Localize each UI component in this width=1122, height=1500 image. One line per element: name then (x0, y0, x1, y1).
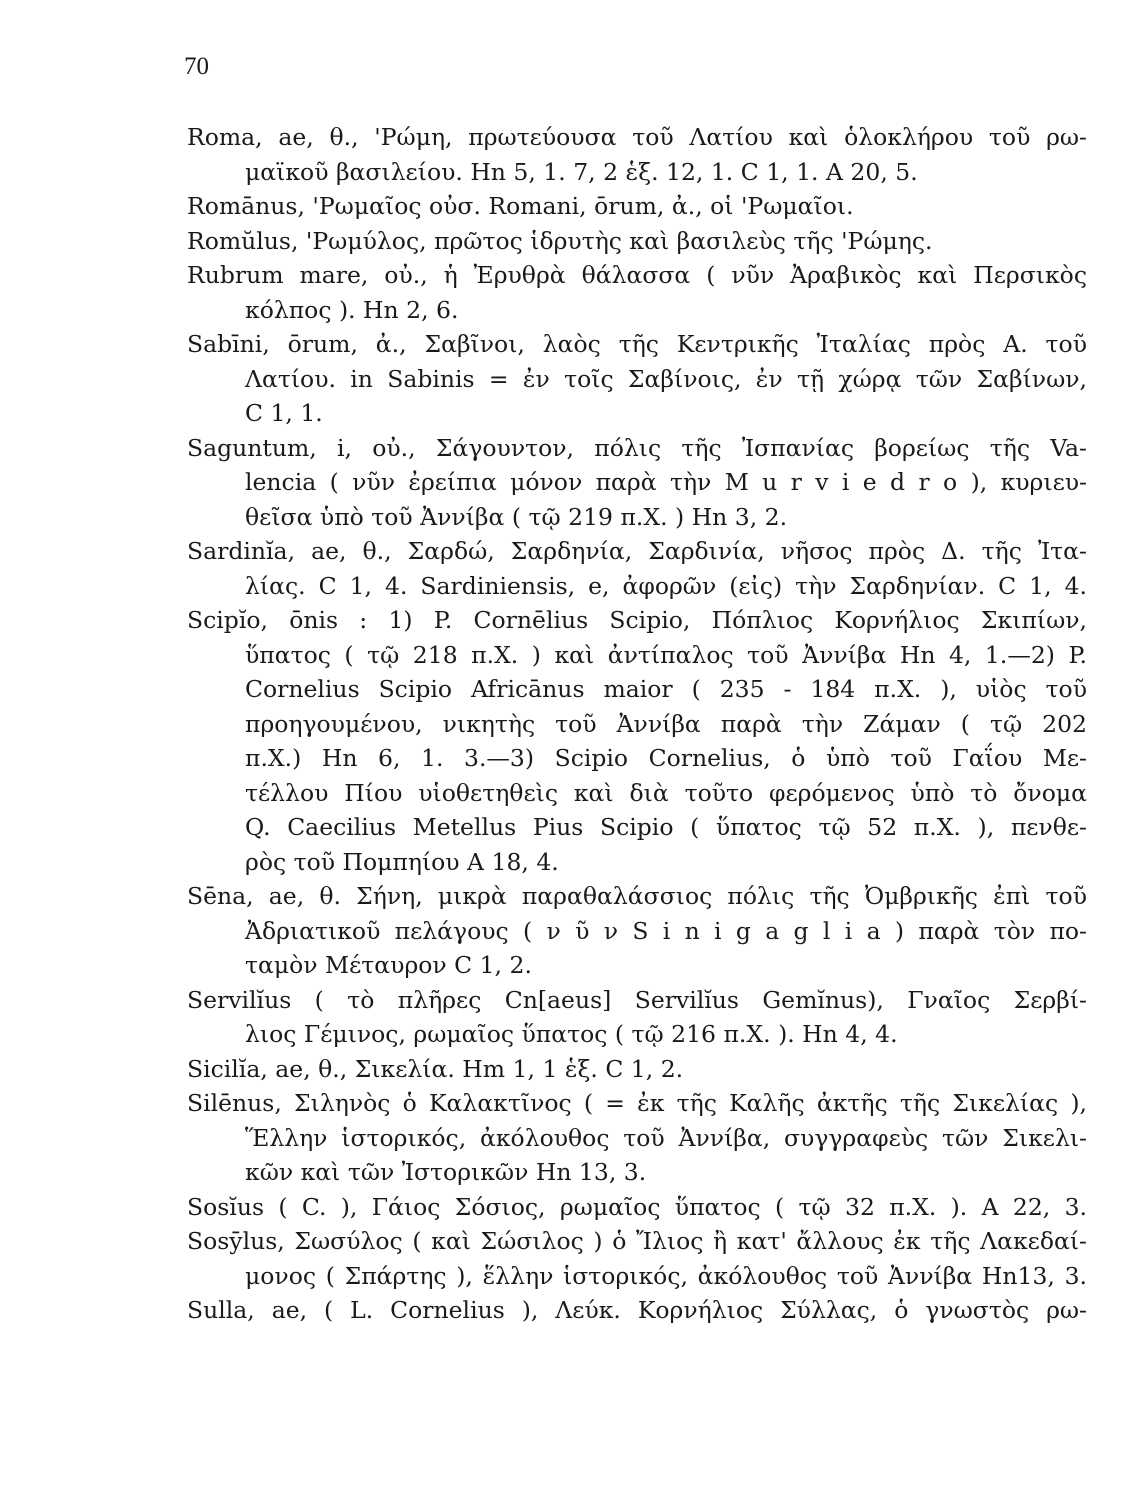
entry-headline: Roma, ae, θ., 'Ρώμη, πρωτεύουσα τοῦ Λατίου καὶ ὁλοκλήρου τοῦ ρω- (187, 123, 1087, 151)
entry-continuation-line: Ἕλλην ἱστορικός, ἀκόλουθος τοῦ Ἀννίβα, συγγραφεὺς τῶν Σικελι- (245, 1123, 1087, 1152)
entry-headline: Servilĭus ( τὸ πλῆρες Cn[aeus] Servilĭus Gemĭnus), Γναῖος Σερβί- (187, 985, 1087, 1014)
glossary-entry (187, 189, 1087, 224)
glossary-entry (187, 603, 1087, 879)
entry-headline: Sicilĭa, ae, θ., Σικελία. Hm 1, 1 ἑξ. C 1, 2. (187, 1054, 684, 1083)
entry-continuation-line: θεῖσα ὑπὸ τοῦ Ἀννίβα ( τῷ 219 π.Χ. ) Hn 3, 2. (245, 502, 788, 531)
entry-headline: Sulla, ae, ( L. Cornelius ), Λεύκ. Κορνήλιος Σύλλας, ὁ γνωστὸς ρω- (187, 1296, 1087, 1324)
entry-headline: Romānus, 'Ρωμαῖος οὐσ. Romani, ōrum, ἀ., οἱ 'Ρωμαῖοι. (187, 192, 854, 220)
glossary-entry (187, 983, 1087, 1052)
glossary-entry (187, 431, 1087, 535)
glossary-entry (187, 327, 1087, 431)
entry-continuation-line: κῶν καὶ τῶν Ἰστορικῶν Hn 13, 3. (245, 1158, 647, 1186)
entry-headline: Rubrum mare, οὐ., ἡ Ἐρυθρὰ θάλασσα ( νῦν Ἀραβικὸς καὶ Περσικὸς (187, 261, 1087, 289)
entry-continuation-line: λιος Γέμινος, ρωμαῖος ὕπατος ( τῷ 216 π.Χ. ). Hn 4, 4. (245, 1020, 898, 1048)
glossary-entry (187, 1190, 1087, 1225)
entry-headline: Sēna, ae, θ. Σήνη, μικρὰ παραθαλάσσιος πόλις τῆς Ὀμβρικῆς ἐπὶ τοῦ (187, 882, 1087, 910)
entry-continuation-line: προηγουμένου, νικητὴς τοῦ Ἀννίβα παρὰ τὴν Ζάμαν ( τῷ 202 (245, 709, 1087, 738)
entry-continuation-line: Λατίου. in Sabinis = ἐν τοῖς Σαβίνοις, ἐν τῇ χώρᾳ τῶν Σαβίνων, (245, 364, 1087, 393)
entry-headline: Romŭlus, 'Ρωμύλος, πρῶτος ἱδρυτὴς καὶ βασιλεὺς τῆς 'Ρώμης. (187, 226, 933, 255)
entry-headline: Sosĭus ( C. ), Γάιος Σόσιος, ρωμαῖος ὕπατος ( τῷ 32 π.Χ. ). A 22, 3. (187, 1192, 1087, 1221)
entry-continuation-line: ταμὸν Μέταυρον C 1, 2. (245, 951, 532, 979)
entry-continuation-line: Cornelius Scipio Africānus maior ( 235 - 184 π.Χ. ), υἱὸς τοῦ (245, 675, 1087, 703)
entry-headline: Sabīni, ōrum, ἀ., Σαβῖνοι, λαὸς τῆς Κεντρικῆς Ἰταλίας πρὸς Α. τοῦ (187, 330, 1087, 358)
glossary-entry (187, 1052, 1087, 1087)
entry-continuation-line: C 1, 1. (245, 399, 323, 427)
entry-continuation-line: Q. Caecilius Metellus Pius Scipio ( ὕπατος τῷ 52 π.Χ. ), πενθε- (245, 813, 1087, 841)
entry-continuation-line: λίας. C 1, 4. Sardiniensis, e, ἀφορῶν (εἰς) τὴν Σαρδηνίαν. C 1, 4. (245, 571, 1087, 600)
glossary (187, 120, 1087, 1328)
page-number: 70 (184, 53, 209, 80)
entry-continuation-line: ρὸς τοῦ Πομπηίου A 18, 4. (245, 847, 559, 876)
glossary-entry (187, 120, 1087, 189)
entry-continuation-line: μαϊκοῦ βασιλείου. Hn 5, 1. 7, 2 ἑξ. 12, 1. C 1, 1. A 20, 5. (245, 157, 918, 186)
glossary-entry (187, 879, 1087, 983)
entry-continuation-line: Ἀδριατικοῦ πελάγους ( ν ῦ ν S i n i g a g l i a ) παρὰ τὸν πο- (245, 916, 1087, 945)
glossary-entry (187, 258, 1087, 327)
entry-continuation-line: lencia ( νῦν ἐρείπια μόνον παρὰ τὴν M u r v i e d r o ), κυριευ- (245, 468, 1087, 496)
entry-headline: Silēnus, Σιληνὸς ὁ Καλακτῖνος ( = ἐκ τῆς Καλῆς ἀκτῆς τῆς Σικελίας ), (187, 1089, 1087, 1117)
entry-continuation-line: ὕπατος ( τῷ 218 π.Χ. ) καὶ ἀντίπαλος τοῦ Ἀννίβα Hn 4, 1.—2) P. (245, 640, 1087, 669)
entry-headline: Sosȳlus, Σωσύλος ( καὶ Σώσιλος ) ὁ Ἴλιος ἢ κατ' ἄλλους ἐκ τῆς Λακεδαί- (187, 1227, 1087, 1255)
entry-continuation-line: μονος ( Σπάρτης ), ἕλλην ἱστορικός, ἀκόλουθος τοῦ Ἀννίβα Hn13, 3. (245, 1261, 1087, 1290)
entry-headline: Sardinĭa, ae, θ., Σαρδώ, Σαρδηνία, Σαρδινία, νῆσος πρὸς Δ. τῆς Ἰτα- (187, 537, 1087, 565)
glossary-entry (187, 224, 1087, 259)
entry-continuation-line: π.Χ.) Hn 6, 1. 3.—3) Scipio Cornelius, ὁ ὑπὸ τοῦ Γαΐου Με- (245, 744, 1087, 772)
glossary-entry (187, 534, 1087, 603)
entry-headline: Scipĭo, ōnis : 1) P. Cornēlius Scipio, Πόπλιος Κορνήλιος Σκιπίων, (187, 606, 1087, 634)
entry-headline: Saguntum, i, οὐ., Σάγουντον, πόλις τῆς Ἰσπανίας βορείως τῆς Va- (187, 433, 1087, 462)
glossary-entry (187, 1086, 1087, 1190)
glossary-entry (187, 1224, 1087, 1293)
entry-continuation-line: κόλπος ). Hn 2, 6. (245, 295, 459, 324)
entry-continuation-line: τέλλου Πίου υἱοθετηθεὶς καὶ διὰ τοῦτο φερόμενος ὑπὸ τὸ ὄνομα (245, 778, 1087, 807)
glossary-entry (187, 1293, 1087, 1328)
